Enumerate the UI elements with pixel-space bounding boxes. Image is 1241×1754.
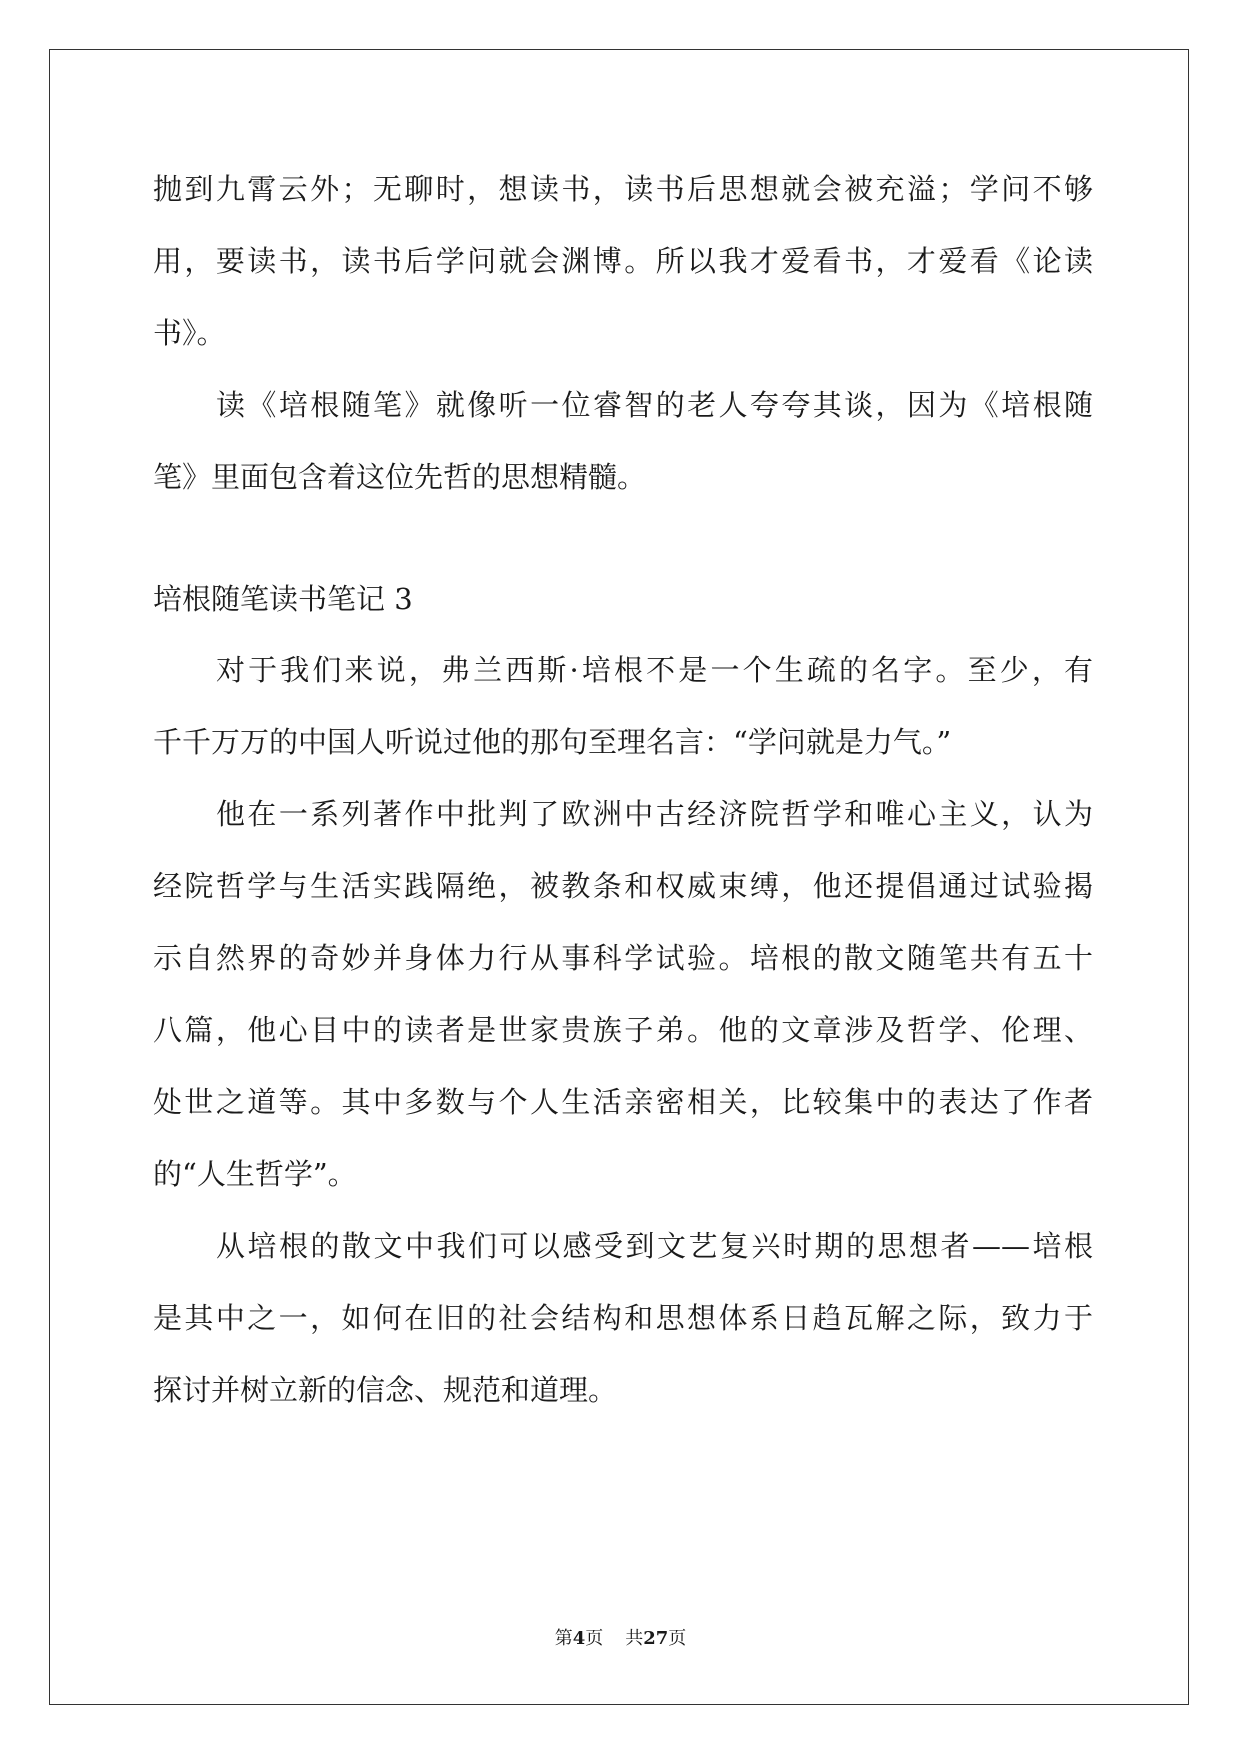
paragraph-line: 示自然界的奇妙并身体力行从事科学试验。培根的散文随笔共有五十	[153, 941, 1093, 975]
paragraph-line: 探讨并树立新的信念、规范和道理。	[153, 1373, 618, 1407]
paragraph-line: 他在一系列著作中批判了欧洲中古经济院哲学和唯心主义，认为	[216, 797, 1093, 831]
paragraph-line: 对于我们来说，弗兰西斯·培根不是一个生疏的名字。至少，有	[216, 653, 1093, 687]
paragraph-line: 八篇，他心目中的读者是世家贵族子弟。他的文章涉及哲学、伦理、	[153, 1013, 1093, 1047]
current-page-number: 4	[572, 1628, 586, 1649]
paragraph-line: 的“人生哲学”。	[153, 1157, 357, 1191]
paragraph-line: 用，要读书，读书后学问就会渊博。所以我才爱看书，才爱看《论读	[153, 244, 1093, 278]
footer-total-prefix: 共	[625, 1628, 644, 1649]
paragraph-line: 千千万万的中国人听说过他的那句至理名言：“学问就是力气。”	[153, 725, 952, 759]
footer-total-suffix: 页	[668, 1628, 687, 1649]
total-page-count: 27	[643, 1628, 669, 1649]
footer-page-suffix: 页	[585, 1628, 604, 1649]
section-heading: 培根随笔读书笔记 3	[153, 582, 413, 616]
paragraph-line: 书》。	[153, 316, 226, 350]
paragraph-line: 从培根的散文中我们可以感受到文艺复兴时期的思想者——培根	[216, 1229, 1093, 1263]
footer-prefix: 第	[554, 1628, 573, 1649]
paragraph-line: 抛到九霄云外；无聊时，想读书，读书后思想就会被充溢；学问不够	[153, 172, 1093, 206]
page-footer	[0, 1627, 1241, 1651]
paragraph-line: 处世之道等。其中多数与个人生活亲密相关，比较集中的表达了作者	[153, 1085, 1093, 1119]
paragraph-line: 读《培根随笔》就像听一位睿智的老人夸夸其谈，因为《培根随	[216, 388, 1093, 422]
paragraph-line: 是其中之一，如何在旧的社会结构和思想体系日趋瓦解之际，致力于	[153, 1301, 1093, 1335]
paragraph-line: 经院哲学与生活实践隔绝，被教条和权威束缚，他还提倡通过试验揭	[153, 869, 1093, 903]
paragraph-line: 笔》里面包含着这位先哲的思想精髓。	[153, 460, 647, 494]
